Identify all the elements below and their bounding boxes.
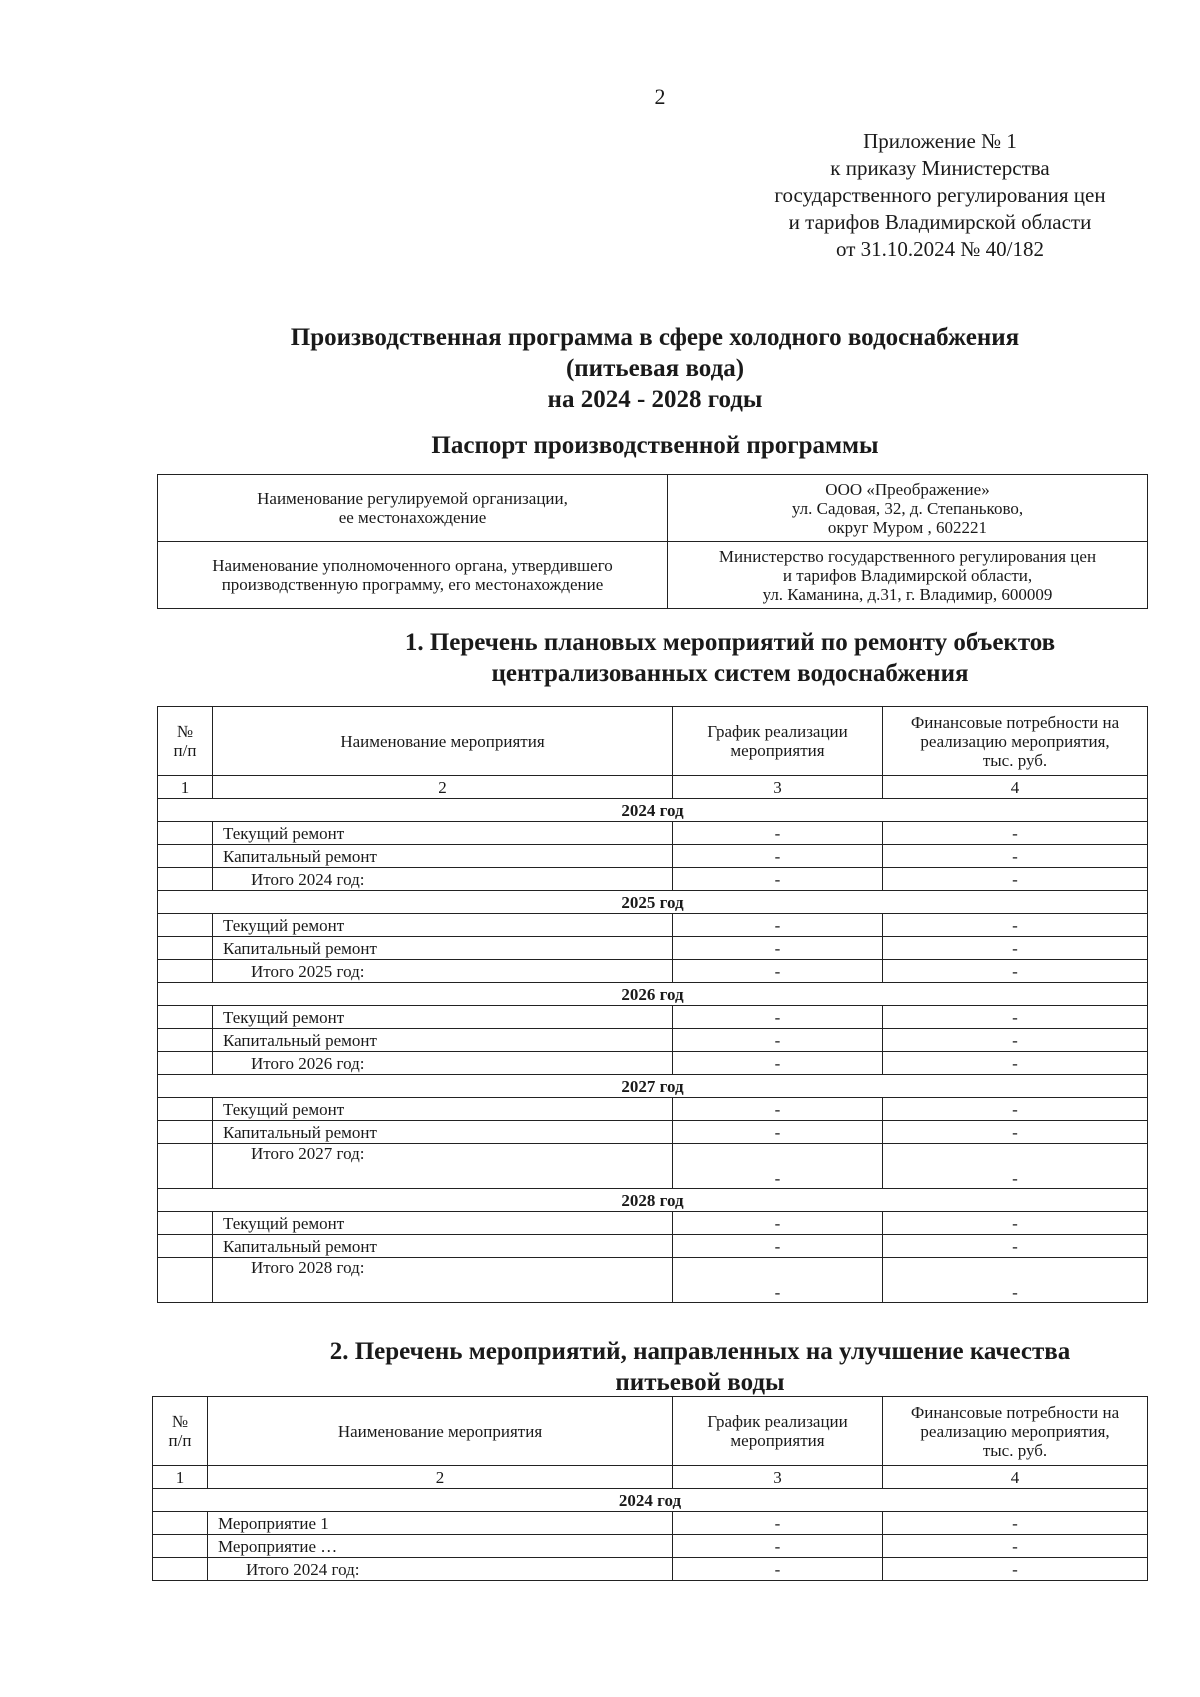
activity-name: Капитальный ремонт xyxy=(213,1029,673,1052)
schedule-value: - xyxy=(673,1558,883,1581)
header-row xyxy=(158,707,1148,776)
activity-name: Итого 2024 год: xyxy=(213,868,673,891)
header-name: Наименование мероприятия xyxy=(208,1397,673,1466)
finance-value: - xyxy=(883,1052,1148,1075)
passport-value: ООО «Преображение» ул. Садовая, 32, д. Степаньково, округ Муром , 602221 xyxy=(668,475,1148,542)
total-row xyxy=(158,868,1148,891)
appendix-block xyxy=(740,128,1140,263)
schedule-value: - xyxy=(673,1512,883,1535)
row-number xyxy=(158,937,213,960)
schedule-value: - xyxy=(673,822,883,845)
row-number xyxy=(158,1098,213,1121)
year-label: 2024 год xyxy=(158,799,1148,822)
row-number xyxy=(158,960,213,983)
finance-value: - xyxy=(883,845,1148,868)
finance-value: - xyxy=(883,1558,1148,1581)
row-number xyxy=(158,1052,213,1075)
page-number: 2 xyxy=(654,84,666,109)
schedule-value: - xyxy=(673,1235,883,1258)
header-finance: Финансовые потребности на реализацию мероприятия, тыс. руб. xyxy=(883,1397,1148,1466)
schedule-value: - xyxy=(673,1052,883,1075)
table-row xyxy=(158,845,1148,868)
water-quality-table xyxy=(152,1396,1148,1581)
year-row xyxy=(153,1489,1148,1512)
column-number: 4 xyxy=(883,776,1148,799)
activity-name: Текущий ремонт xyxy=(213,1212,673,1235)
schedule-value: - xyxy=(673,960,883,983)
year-label: 2028 год xyxy=(158,1189,1148,1212)
table-row xyxy=(158,1006,1148,1029)
title-line: (питьевая вода) xyxy=(565,355,745,382)
repair-plan-table xyxy=(157,706,1148,1303)
activity-name: Капитальный ремонт xyxy=(213,937,673,960)
row-number xyxy=(158,822,213,845)
passport-row xyxy=(158,542,1148,609)
activity-name: Текущий ремонт xyxy=(213,1098,673,1121)
activity-name: Текущий ремонт xyxy=(213,914,673,937)
header-row xyxy=(153,1397,1148,1466)
passport-label: Наименование уполномоченного органа, утвердившего производственную программу, его местонахождение xyxy=(158,542,668,609)
appendix-line: Приложение № 1 xyxy=(863,129,1017,153)
total-row xyxy=(153,1558,1148,1581)
row-number xyxy=(158,1212,213,1235)
row-number xyxy=(153,1558,208,1581)
activity-name: Мероприятие … xyxy=(208,1535,673,1558)
row-number xyxy=(158,1006,213,1029)
year-row xyxy=(158,1075,1148,1098)
activity-name: Итого 2027 год: xyxy=(213,1144,673,1189)
finance-value: - xyxy=(883,1258,1148,1303)
row-number xyxy=(158,1235,213,1258)
header-schedule: График реализации мероприятия xyxy=(673,1397,883,1466)
table-row xyxy=(158,1098,1148,1121)
finance-value: - xyxy=(883,1006,1148,1029)
year-label: 2026 год xyxy=(158,983,1148,1006)
year-label: 2027 год xyxy=(158,1075,1148,1098)
row-number xyxy=(158,845,213,868)
passport-label: Наименование регулируемой организации, ее местонахождение xyxy=(158,475,668,542)
schedule-value: - xyxy=(673,1212,883,1235)
total-row xyxy=(158,1258,1148,1303)
finance-value: - xyxy=(883,1235,1148,1258)
header-num: № п/п xyxy=(153,1397,208,1466)
schedule-value: - xyxy=(673,1029,883,1052)
row-number xyxy=(158,1258,213,1303)
passport-row xyxy=(158,475,1148,542)
year-row xyxy=(158,891,1148,914)
year-row xyxy=(158,983,1148,1006)
table-row xyxy=(158,822,1148,845)
row-number xyxy=(158,1029,213,1052)
activity-name: Итого 2026 год: xyxy=(213,1052,673,1075)
table-head xyxy=(158,707,1148,1303)
finance-value: - xyxy=(883,1121,1148,1144)
appendix-line: к приказу Министерства xyxy=(830,156,1050,180)
column-number-row xyxy=(158,776,1148,799)
title-line: Производственная программа в сфере холодного водоснабжения xyxy=(290,324,1020,351)
table-row xyxy=(153,1512,1148,1535)
schedule-value: - xyxy=(673,1535,883,1558)
header-num: № п/п xyxy=(158,707,213,776)
finance-value: - xyxy=(883,1535,1148,1558)
table-row xyxy=(158,1029,1148,1052)
activity-name: Текущий ремонт xyxy=(213,1006,673,1029)
column-number: 3 xyxy=(673,776,883,799)
row-number xyxy=(158,914,213,937)
schedule-value: - xyxy=(673,1098,883,1121)
passport-value: Министерство государственного регулирования цен и тарифов Владимирской области, ул. Каманина, д.31, г. Владимир, 600009 xyxy=(668,542,1148,609)
column-number: 1 xyxy=(153,1466,208,1489)
table-head xyxy=(153,1397,1148,1581)
total-row xyxy=(158,1052,1148,1075)
total-row xyxy=(158,960,1148,983)
finance-value: - xyxy=(883,822,1148,845)
finance-value: - xyxy=(883,914,1148,937)
table-row xyxy=(158,937,1148,960)
year-label: 2024 год xyxy=(153,1489,1148,1512)
finance-value: - xyxy=(883,1512,1148,1535)
column-number: 4 xyxy=(883,1466,1148,1489)
row-number xyxy=(158,1121,213,1144)
schedule-value: - xyxy=(673,1006,883,1029)
title-line: на 2024 - 2028 годы xyxy=(547,386,763,413)
schedule-value: - xyxy=(673,914,883,937)
table-row xyxy=(158,914,1148,937)
row-number xyxy=(153,1512,208,1535)
year-row xyxy=(158,799,1148,822)
table-row xyxy=(158,1212,1148,1235)
schedule-value: - xyxy=(673,1144,883,1189)
column-number: 1 xyxy=(158,776,213,799)
activity-name: Капитальный ремонт xyxy=(213,845,673,868)
passport-heading: Паспорт производственной программы xyxy=(431,432,879,459)
row-number xyxy=(153,1535,208,1558)
year-label: 2025 год xyxy=(158,891,1148,914)
schedule-value: - xyxy=(673,845,883,868)
column-number: 3 xyxy=(673,1466,883,1489)
schedule-value: - xyxy=(673,1121,883,1144)
finance-value: - xyxy=(883,868,1148,891)
appendix-line: от 31.10.2024 № 40/182 xyxy=(835,237,1045,261)
activity-name: Итого 2028 год: xyxy=(213,1258,673,1303)
activity-name: Итого 2024 год: xyxy=(208,1558,673,1581)
header-finance: Финансовые потребности на реализацию мероприятия, тыс. руб. xyxy=(883,707,1148,776)
passport-table xyxy=(157,474,1148,609)
appendix-line: и тарифов Владимирской области xyxy=(788,210,1092,234)
activity-name: Текущий ремонт xyxy=(213,822,673,845)
activity-name: Мероприятие 1 xyxy=(208,1512,673,1535)
activity-name: Капитальный ремонт xyxy=(213,1121,673,1144)
header-name: Наименование мероприятия xyxy=(213,707,673,776)
appendix-line: государственного регулирования цен xyxy=(774,183,1106,207)
section-1-title: 1. Перечень плановых мероприятий по ремонту объектов централизованных систем водоснабжения xyxy=(404,629,1056,687)
section-2-title: 2. Перечень мероприятий, направленных на улучшение качества питьевой воды xyxy=(329,1338,1071,1396)
row-number xyxy=(158,868,213,891)
activity-name: Итого 2025 год: xyxy=(213,960,673,983)
column-number-row xyxy=(153,1466,1148,1489)
total-row xyxy=(158,1144,1148,1189)
finance-value: - xyxy=(883,1212,1148,1235)
table-row xyxy=(158,1121,1148,1144)
finance-value: - xyxy=(883,1144,1148,1189)
schedule-value: - xyxy=(673,937,883,960)
finance-value: - xyxy=(883,937,1148,960)
year-row xyxy=(158,1189,1148,1212)
schedule-value: - xyxy=(673,1258,883,1303)
column-number: 2 xyxy=(213,776,673,799)
finance-value: - xyxy=(883,1029,1148,1052)
table-row xyxy=(153,1535,1148,1558)
row-number xyxy=(158,1144,213,1189)
finance-value: - xyxy=(883,960,1148,983)
activity-name: Капитальный ремонт xyxy=(213,1235,673,1258)
header-schedule: График реализации мероприятия xyxy=(673,707,883,776)
document-title xyxy=(150,322,1160,415)
table-row xyxy=(158,1235,1148,1258)
column-number: 2 xyxy=(208,1466,673,1489)
schedule-value: - xyxy=(673,868,883,891)
finance-value: - xyxy=(883,1098,1148,1121)
